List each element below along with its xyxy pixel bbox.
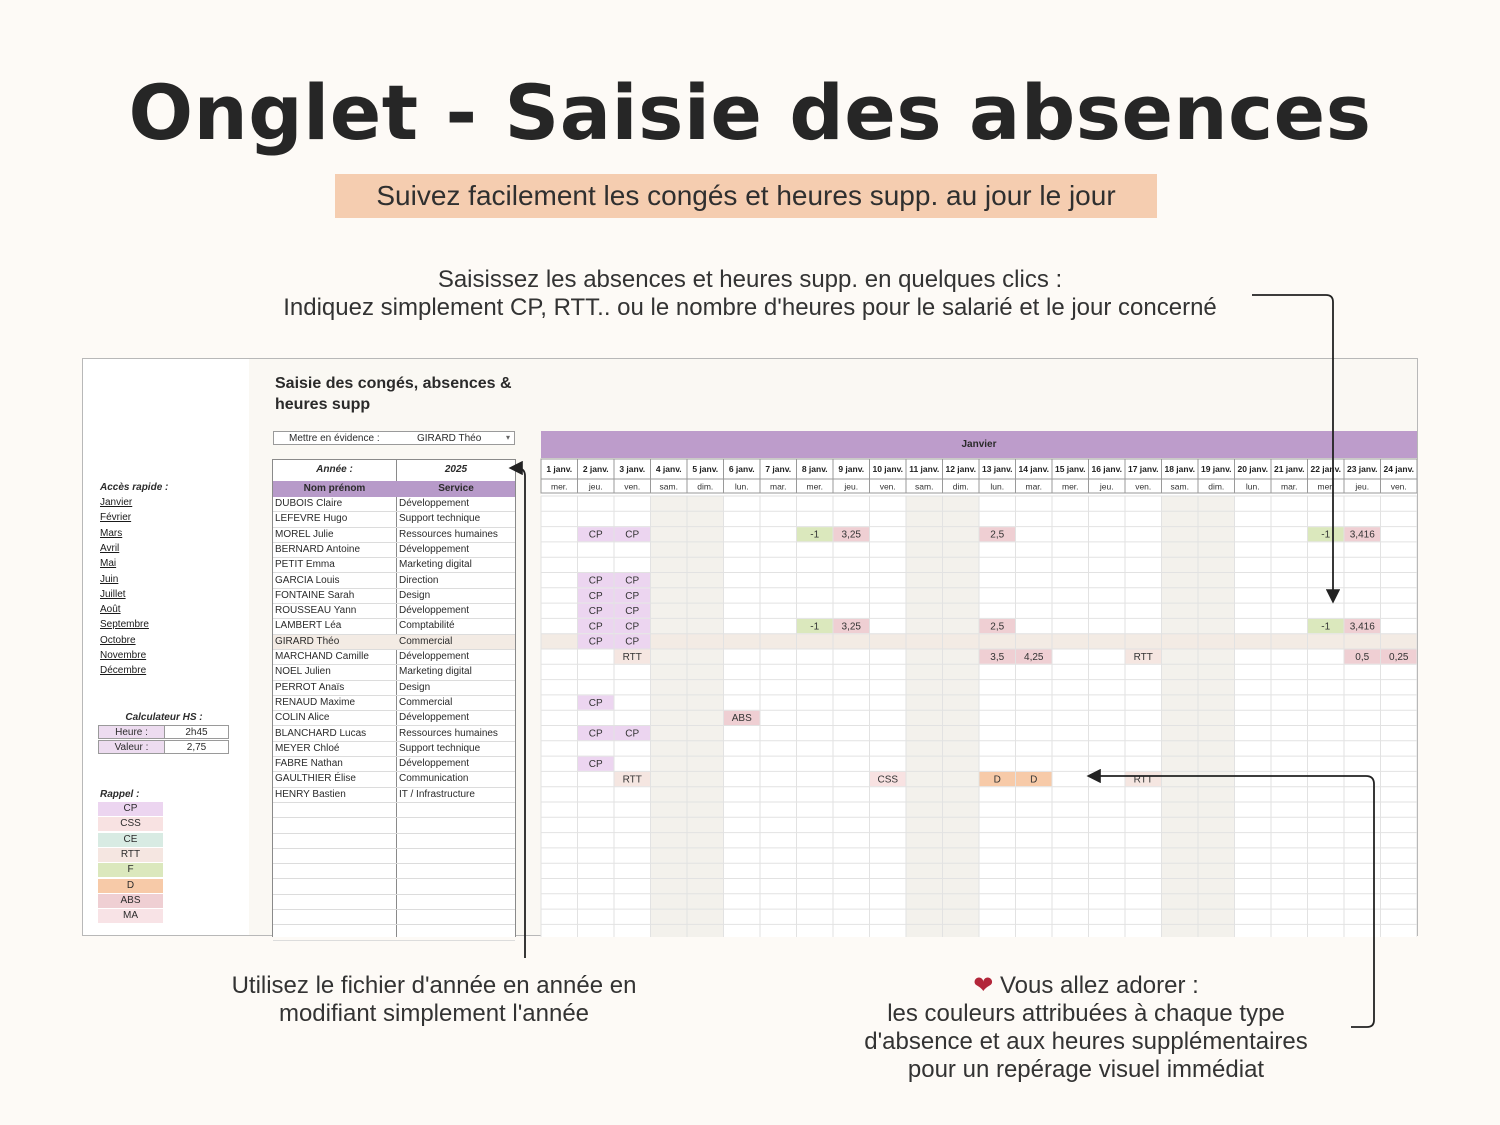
bottom-right-line2: les couleurs attribuées à chaque type (887, 1000, 1285, 1027)
table-row[interactable] (273, 818, 515, 833)
weekend-column (1198, 496, 1235, 937)
table-row[interactable] (273, 558, 515, 573)
calculator-value-output: 2,75 (186, 742, 207, 753)
weekday-header: lun. (734, 481, 749, 492)
table-row[interactable] (273, 512, 515, 527)
absence-value[interactable]: 0,5 (1355, 652, 1370, 663)
quick-access-month-link[interactable]: Juillet (100, 588, 126, 600)
employee-service: Développement (399, 543, 470, 555)
date-header: 19 janv. (1200, 464, 1232, 474)
date-header: 14 janv. (1018, 464, 1050, 474)
absence-value[interactable]: 3,416 (1349, 529, 1375, 541)
weekday-header: mar. (1280, 481, 1298, 492)
absence-value[interactable]: CP (588, 529, 603, 541)
absence-value[interactable]: RTT (622, 652, 642, 663)
date-header: 15 janv. (1054, 464, 1086, 474)
employee-name: FABRE Nathan (275, 758, 343, 770)
absence-value[interactable]: D (1030, 774, 1038, 786)
absence-value[interactable]: CP (625, 575, 640, 587)
date-header: 9 janv. (838, 464, 865, 474)
employee-service: Ressources humaines (399, 528, 498, 540)
employee-service: Marketing digital (399, 559, 472, 571)
quick-access-month-link[interactable]: Mars (100, 527, 123, 539)
absence-value[interactable]: CP (625, 590, 640, 602)
absence-value[interactable]: RTT (622, 774, 642, 786)
employee-name: ROUSSEAU Yann (275, 605, 357, 617)
employee-name: RENAUD Maxime (275, 696, 356, 708)
employee-service: Développement (399, 712, 470, 724)
table-row[interactable] (273, 635, 515, 650)
column-header-name: Nom prénom (303, 483, 366, 494)
subtitle-banner: Suivez facilement les congés et heures supp. au jour le jour (335, 174, 1157, 218)
absence-value[interactable]: CP (588, 697, 603, 709)
employee-service: Développement (399, 651, 470, 662)
absence-value[interactable]: CP (625, 529, 640, 541)
absence-value[interactable]: D (993, 774, 1001, 786)
table-row[interactable] (273, 696, 515, 711)
employee-name: HENRY Bastien (275, 788, 346, 800)
top-annotation (200, 266, 1300, 322)
quick-access-month-link[interactable]: Novembre (100, 650, 147, 661)
bottom-right-line4: pour un repérage visuel immédiat (907, 1056, 1265, 1083)
table-row[interactable] (273, 880, 515, 895)
highlight-dropdown[interactable] (273, 431, 515, 445)
employee-service: Direction (399, 574, 439, 586)
table-row[interactable] (273, 619, 515, 634)
calculator-hour-label: Heure : (99, 726, 165, 738)
quick-access-month-link[interactable]: Octobre (100, 634, 136, 646)
quick-access-month-link[interactable]: Septembre (100, 619, 149, 631)
absence-value[interactable]: 3,5 (990, 652, 1005, 663)
employee-name: LAMBERT Léa (275, 620, 342, 632)
quick-access-title: Accès rapide : (100, 482, 169, 493)
weekday-header: jeu. (1099, 481, 1114, 492)
weekday-header: dim. (697, 481, 714, 492)
table-row[interactable] (273, 497, 515, 512)
employee-service: Développement (399, 605, 470, 617)
absence-value[interactable]: CP (588, 759, 603, 771)
table-row[interactable] (273, 772, 515, 787)
highlight-label: Mettre en évidence : (289, 433, 380, 444)
date-header: 17 janv. (1127, 464, 1159, 474)
legend-item-d: D (98, 879, 163, 893)
absence-value[interactable]: CP (588, 636, 603, 648)
weekday-header: mer. (1061, 481, 1079, 492)
date-header: 6 janv. (728, 464, 755, 474)
employee-service: Design (399, 589, 431, 601)
year-input[interactable]: 2025 (444, 464, 468, 475)
weekday-header: lun. (990, 481, 1005, 492)
employee-service: Support technique (399, 742, 481, 754)
weekday-header: sam. (1170, 481, 1189, 492)
table-row[interactable] (273, 528, 515, 543)
weekday-header: lun. (1245, 481, 1260, 492)
spreadsheet-preview (82, 358, 1418, 936)
chevron-down-icon[interactable]: ▾ (505, 433, 510, 442)
table-row[interactable] (273, 803, 515, 818)
date-header: 24 janv. (1383, 464, 1415, 474)
absence-value[interactable]: CSS (877, 774, 899, 786)
weekday-header: ven. (624, 481, 641, 492)
table-header (273, 481, 515, 497)
weekday-header: mar. (769, 481, 787, 492)
employee-name: GARCIA Louis (275, 574, 340, 586)
date-header: 10 janv. (872, 464, 904, 474)
date-header: 4 janv. (655, 464, 682, 474)
weekend-column (1162, 496, 1199, 937)
employee-name: DUBOIS Claire (275, 498, 343, 509)
calculator-hour-row (98, 725, 229, 739)
table-row[interactable] (273, 711, 515, 726)
legend-item-rtt: RTT (98, 848, 163, 862)
weekday-header: dim. (952, 481, 969, 492)
weekday-header: dim. (1208, 481, 1225, 492)
column-header-service: Service (438, 483, 474, 494)
calendar-area (539, 359, 1417, 935)
weekday-header: sam. (915, 481, 934, 492)
absence-value[interactable]: CP (588, 606, 603, 618)
absence-value[interactable]: 3,25 (841, 529, 861, 541)
date-header: 16 janv. (1091, 464, 1123, 474)
employee-service: Marketing digital (399, 666, 472, 678)
table-row[interactable] (273, 788, 515, 803)
top-annotation-line1: Saisissez les absences et heures supp. en quelques clics : (437, 266, 1063, 293)
employee-name: MOREL Julie (275, 528, 334, 540)
weekday-header: mer. (1317, 481, 1335, 492)
date-header: 1 janv. (546, 464, 573, 474)
table-row[interactable] (273, 727, 515, 742)
weekend-column (687, 496, 724, 937)
year-row (273, 460, 515, 482)
table-row[interactable] (273, 543, 515, 558)
absence-value[interactable]: RTT (1133, 774, 1153, 786)
highlight-selected-value: GIRARD Théo (417, 433, 482, 444)
quick-access-month-link[interactable]: Avril (100, 542, 120, 554)
employee-name: GAULTHIER Élise (275, 773, 356, 785)
table-row[interactable] (273, 650, 515, 665)
employee-service: Ressources humaines (399, 727, 498, 739)
reminder-title: Rappel : (100, 789, 140, 800)
date-header: 5 janv. (692, 464, 719, 474)
bottom-left-line2: modifiant simplement l'année (278, 1000, 590, 1027)
absence-value[interactable]: 2,5 (990, 529, 1005, 541)
employee-name: MEYER Chloé (275, 742, 340, 754)
table-row[interactable] (273, 665, 515, 680)
quick-access-month-link[interactable]: Février (100, 512, 132, 524)
legend-item-css: CSS (98, 817, 163, 831)
date-header: 3 janv. (619, 464, 646, 474)
employee-service: Support technique (399, 513, 481, 525)
employee-name: NOEL Julien (275, 666, 331, 678)
calculator-title: Calculateur HS : (125, 712, 203, 723)
calculator-value-label: Valeur : (99, 741, 165, 753)
absence-value[interactable]: 0,25 (1389, 652, 1409, 663)
date-header: 7 janv. (765, 464, 792, 474)
weekday-header: ven. (879, 481, 896, 492)
top-annotation-line2: Indiquez simplement CP, RTT.. ou le nombre d'heures pour le salarié et le jour concerné (283, 294, 1217, 321)
employee-name: PERROT Anaïs (275, 681, 345, 693)
employee-service: Communication (399, 773, 469, 785)
weekend-column (651, 496, 688, 937)
weekend-column (906, 496, 943, 937)
table-row[interactable] (273, 925, 515, 940)
bottom-right-line3: d'absence et aux heures supplémentaires (864, 1028, 1308, 1055)
employee-service: Développement (399, 758, 470, 770)
table-row[interactable] (273, 604, 515, 619)
table-row[interactable] (273, 834, 515, 849)
absence-value[interactable]: -1 (810, 529, 820, 541)
legend-item-cp: CP (98, 802, 163, 816)
legend-item-ce: CE (98, 833, 163, 847)
quick-access-month-link[interactable]: Mai (100, 558, 117, 570)
table-row[interactable] (273, 757, 515, 772)
employee-panel (249, 359, 540, 935)
panel-title: Saisie des congés, absences & heures supp (275, 375, 512, 413)
legend-item-f: F (98, 863, 163, 877)
absence-value[interactable]: CP (625, 636, 640, 648)
weekday-header: mer. (550, 481, 568, 492)
employee-name: FONTAINE Sarah (275, 589, 355, 601)
absence-value[interactable]: 3,25 (841, 621, 861, 633)
employee-name: MARCHAND Camille (275, 651, 369, 662)
calculator-value-row (98, 740, 229, 754)
table-row[interactable] (273, 574, 515, 589)
absence-value[interactable]: ABS (731, 713, 752, 725)
date-header: 12 janv. (945, 464, 977, 474)
absence-value[interactable]: CP (588, 575, 603, 587)
absence-value[interactable]: RTT (1133, 652, 1153, 663)
absence-value[interactable]: 4,25 (1024, 652, 1044, 663)
employee-name: GIRARD Théo (275, 635, 340, 647)
employee-table (272, 459, 516, 937)
weekday-header: jeu. (588, 481, 603, 492)
absence-value[interactable]: CP (625, 606, 640, 618)
date-header: 22 janv. (1310, 464, 1342, 474)
table-row[interactable] (273, 589, 515, 604)
employee-service: Commercial (399, 696, 453, 708)
absence-value[interactable]: CP (588, 621, 603, 633)
bottom-right-line1: Vous allez adorer : (999, 972, 1199, 999)
absence-value[interactable]: -1 (1321, 621, 1331, 633)
absence-value[interactable]: CP (625, 728, 640, 740)
employee-name: PETIT Emma (275, 559, 335, 571)
weekday-header: mar. (1025, 481, 1043, 492)
absence-value[interactable]: 3,416 (1349, 621, 1375, 633)
weekday-header: jeu. (1355, 481, 1370, 492)
table-row[interactable] (273, 864, 515, 879)
weekend-column (943, 496, 980, 937)
weekday-header: ven. (1390, 481, 1407, 492)
absence-value[interactable]: -1 (1321, 529, 1331, 541)
absence-value[interactable]: -1 (810, 621, 820, 633)
weekday-header: jeu. (844, 481, 859, 492)
date-header: 2 janv. (582, 464, 609, 474)
date-header: 18 janv. (1164, 464, 1196, 474)
weekday-header: sam. (659, 481, 678, 492)
year-label: Année : (316, 464, 353, 475)
legend-item-abs: ABS (98, 894, 163, 908)
quick-access-month-link[interactable]: Juin (100, 573, 119, 585)
employee-service: Commercial (399, 635, 453, 647)
date-header: 8 janv. (801, 464, 828, 474)
table-row[interactable] (273, 742, 515, 757)
absence-value[interactable]: CP (588, 590, 603, 602)
table-row[interactable] (273, 910, 515, 925)
employee-name: COLIN Alice (275, 712, 330, 724)
absence-value[interactable]: 2,5 (990, 621, 1005, 633)
employee-service: IT / Infrastructure (399, 788, 475, 800)
calculator-hour-input[interactable]: 2h45 (185, 727, 208, 738)
quick-access-sidebar (83, 359, 250, 935)
date-header: 13 janv. (981, 464, 1013, 474)
date-header: 21 janv. (1273, 464, 1305, 474)
heart-icon: ❤ (973, 972, 994, 999)
employee-service: Développement (399, 498, 470, 509)
page-title: Onglet - Saisie des absences (128, 68, 1372, 157)
weekday-header: ven. (1135, 481, 1152, 492)
employee-name: LEFEVRE Hugo (275, 513, 348, 525)
calendar-grid (539, 359, 1417, 937)
absence-value[interactable]: CP (588, 728, 603, 740)
weekday-header: mer. (806, 481, 824, 492)
bottom-left-line1: Utilisez le fichier d'année en année en (231, 972, 637, 999)
quick-access-month-link[interactable]: Août (100, 604, 121, 616)
quick-access-month-link[interactable]: Janvier (100, 497, 133, 508)
month-header: Janvier (541, 431, 1417, 458)
quick-access-month-link[interactable]: Décembre (100, 665, 147, 677)
employee-name: BLANCHARD Lucas (275, 727, 367, 739)
employee-service: Design (399, 681, 431, 693)
date-header: 23 janv. (1346, 464, 1378, 474)
employee-service: Comptabilité (399, 620, 455, 632)
table-row[interactable] (273, 895, 515, 910)
table-row[interactable] (273, 681, 515, 696)
table-row[interactable] (273, 849, 515, 864)
legend-item-ma: MA (98, 909, 163, 923)
date-header: 20 janv. (1237, 464, 1269, 474)
absence-value[interactable]: CP (625, 621, 640, 633)
employee-name: BERNARD Antoine (275, 543, 361, 555)
date-header: 11 janv. (909, 464, 940, 474)
bottom-left-annotation (184, 972, 684, 1028)
bottom-right-annotation (836, 972, 1336, 1084)
